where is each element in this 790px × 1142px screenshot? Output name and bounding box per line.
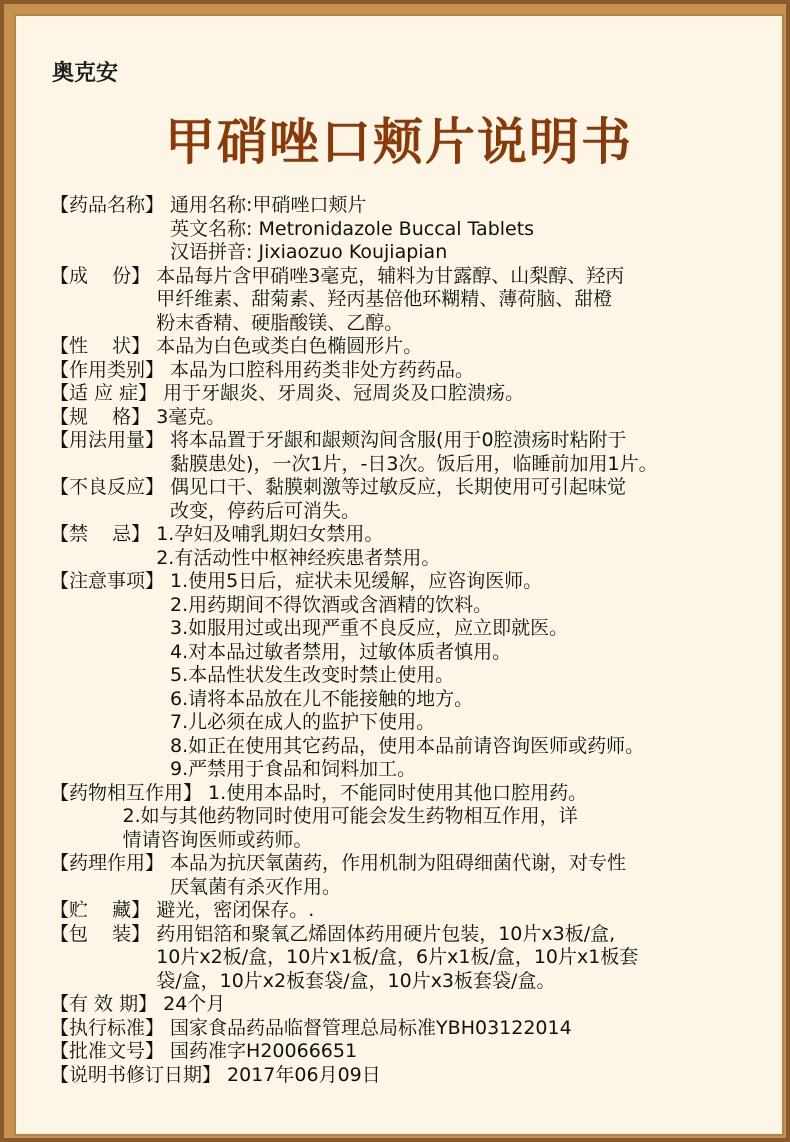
section-line: 本品每片含甲硝唑3毫克，辅料为甘露醇、山梨醇、羟丙 — [156, 264, 625, 287]
section-label: 【作用类别】 — [50, 358, 171, 381]
section-line: 英文名称: Metronidazole Buccal Tablets — [170, 217, 535, 240]
section-label: 【不良反应】 — [50, 476, 171, 498]
section-line: 药用铝箔和聚氧乙烯固体药用硬片包装，10片x3板/盒, — [156, 922, 616, 945]
section-label: 【适 应 症】 — [50, 382, 164, 404]
leaflet-section — [50, 782, 770, 806]
leaflet-section — [50, 194, 770, 265]
document-title: 甲硝唑口颊片说明书 — [165, 113, 633, 171]
section-line: 24个月 — [163, 993, 226, 1015]
section-line: 5.本品性状发生改变时禁止使用。 — [170, 664, 455, 686]
leaflet-sections — [50, 194, 770, 1087]
section-line: 3.如服用过或出现严重不良反应，应立即就医。 — [170, 617, 569, 639]
section-line: 改变，停药后可消失。 — [170, 499, 361, 522]
section-line: 7.儿必须在成人的监护下使用。 — [170, 711, 436, 733]
section-line: 本品为口腔科用药类非处方药药品。 — [170, 358, 475, 381]
leaflet-section — [50, 406, 770, 430]
section-content — [227, 1064, 770, 1088]
section-line: 汉语拼音: Jixiaozuo Koujiapian — [170, 241, 448, 263]
section-line: 1.孕妇及哺乳期妇女禁用。 — [156, 523, 384, 545]
section-line: 本品为白色或类白色椭圆形片。 — [156, 335, 423, 357]
section-content — [156, 923, 770, 994]
leaflet-section — [50, 805, 770, 852]
section-label: 【药理作用】 — [50, 852, 171, 874]
section-line: 本品为抗厌氧菌药，作用机制为阻碍细菌代谢，对专性 — [170, 852, 627, 874]
section-label: 【药品名称】 — [50, 194, 171, 216]
section-line: 避光，密闭保存。. — [156, 899, 315, 921]
section-line: 甲纤维素、甜菊素、羟丙基倍他环糊精、薄荷脑、甜橙 — [156, 288, 613, 310]
leaflet-section — [50, 1064, 770, 1088]
section-content — [156, 265, 770, 336]
section-content — [156, 899, 770, 923]
section-line: 10片x2板/盒，10片x1板/盒，6片x1板/盒，10片x1板套 — [156, 946, 639, 968]
section-line: 黏膜患处)，一次1片，-日3次。饭后用，临睡前加用1片。 — [170, 452, 658, 475]
section-label: 【有 效 期】 — [50, 993, 164, 1015]
section-label: 【贮 藏】 — [50, 899, 157, 921]
section-line: 2.用药期间不得饮酒或含酒精的饮料。 — [170, 593, 493, 616]
section-line: 袋/盒，10片x2板套袋/盒，10片x3板套袋/盒。 — [156, 969, 556, 992]
section-line: 粉末香精、硬脂酸镁、乙醇。 — [156, 311, 404, 334]
section-line: 2017年06月09日 — [227, 1063, 381, 1086]
section-line: 4.对本品过敏者禁用，过敏体质者慎用。 — [170, 640, 512, 663]
section-line: 情请咨询医师或药师。 — [122, 828, 313, 851]
section-line: 1.使用5日后，症状未见缓解，应咨询医师。 — [170, 570, 543, 592]
section-content — [170, 429, 770, 476]
leaflet-section — [50, 265, 770, 336]
leaflet-paper — [14, 14, 784, 1136]
section-line: 通用名称:甲硝唑口颊片 — [170, 194, 367, 216]
leaflet-section — [50, 1040, 770, 1064]
section-content — [170, 476, 770, 523]
section-content — [163, 993, 770, 1017]
section-label: 【成 份】 — [50, 264, 157, 287]
section-line: 国药准字H20066651 — [170, 1040, 358, 1062]
section-label: 【性 状】 — [50, 335, 157, 357]
leaflet-section — [50, 1017, 770, 1041]
section-line: 将本品置于牙龈和龈颊沟间含服(用于0腔溃疡时粘附于 — [170, 429, 627, 451]
section-label: 【注意事项】 — [50, 570, 171, 592]
section-label: 【禁 忌】 — [50, 523, 157, 545]
section-content — [208, 782, 770, 806]
brand-name: 奥克安 — [52, 61, 119, 86]
section-line: 厌氧菌有杀灭作用。 — [170, 875, 342, 898]
leaflet-section — [50, 523, 770, 570]
section-content — [170, 852, 770, 899]
section-content — [170, 194, 770, 265]
section-content — [156, 335, 770, 359]
section-line: 偶见口干、黏膜刺激等过敏反应，长期使用可引起味觉 — [170, 476, 627, 498]
section-line: 2.如与其他药物同时使用可能会发生药物相互作用，详 — [122, 805, 578, 827]
section-label: 【规 格】 — [50, 405, 157, 428]
section-label: 【用法用量】 — [50, 429, 171, 451]
section-line: 2.有活动性中枢神经疾患者禁用。 — [156, 546, 441, 569]
section-line: 9.严禁用于食品和饲料加工。 — [170, 758, 417, 780]
section-label: 【药物相互作用】 — [50, 781, 209, 804]
section-content — [170, 359, 770, 383]
leaflet-section — [50, 335, 770, 359]
section-content — [156, 523, 770, 570]
leaflet-section — [50, 923, 770, 994]
section-line: 国家食品药品临督管理总局标准YBH03122014 — [170, 1016, 572, 1039]
section-label: 【说明书修订日期】 — [50, 1063, 228, 1086]
leaflet-section — [50, 899, 770, 923]
section-content — [170, 1017, 770, 1041]
leaflet-section — [50, 852, 770, 899]
section-label: 【包 装】 — [50, 922, 157, 945]
leaflet-section — [50, 382, 770, 406]
outer-frame — [4, 4, 786, 1138]
section-line: 用于牙龈炎、牙周炎、冠周炎及口腔溃疡。 — [163, 382, 525, 404]
section-content — [170, 570, 770, 782]
leaflet-section — [50, 476, 770, 523]
section-line: 3毫克。 — [156, 405, 226, 428]
section-label — [50, 805, 122, 829]
section-content — [163, 382, 770, 406]
section-label: 【执行标准】 — [50, 1016, 171, 1039]
section-content — [170, 1040, 770, 1064]
leaflet-section — [50, 429, 770, 476]
leaflet-section — [50, 359, 770, 383]
leaflet-section — [50, 993, 770, 1017]
section-label: 【批准文号】 — [50, 1040, 171, 1062]
leaflet-section — [50, 570, 770, 782]
section-line: 8.如正在使用其它药品，使用本品前请咨询医师或药师。 — [170, 734, 645, 757]
section-line: 1.使用本品时，不能同时使用其他口腔用药。 — [208, 781, 588, 804]
section-line: 6.请将本品放在儿不能接触的地方。 — [170, 687, 474, 710]
section-content — [156, 406, 770, 430]
section-content — [122, 805, 770, 852]
